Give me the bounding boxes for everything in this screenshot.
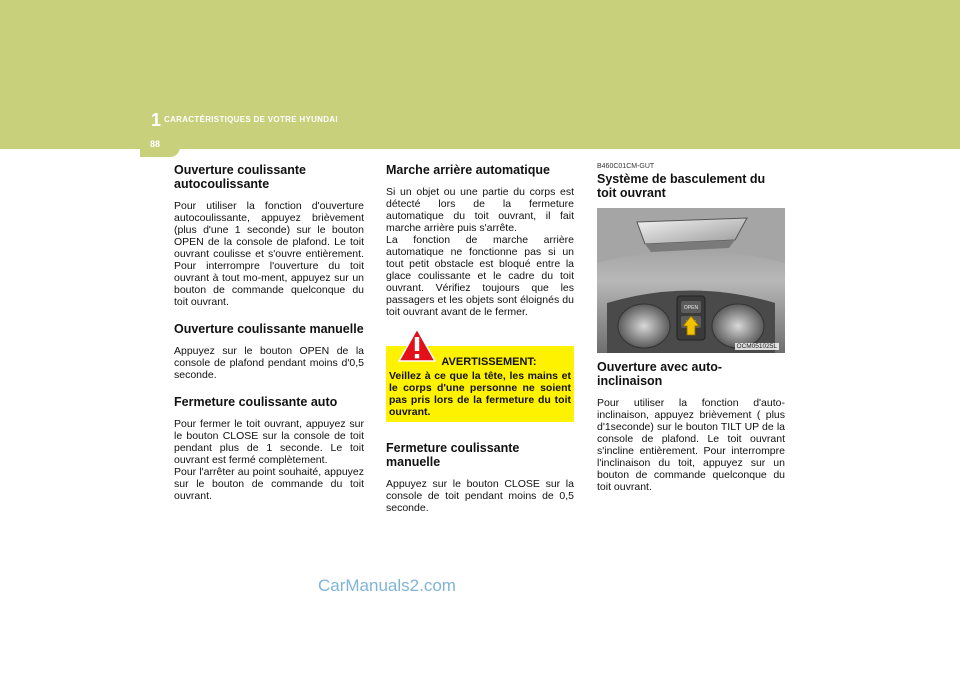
- section-auto-slide-close: [174, 395, 364, 502]
- warning-triangle-icon: [398, 328, 436, 362]
- page-number: 88: [150, 139, 161, 149]
- section-title: Système de basculement du toit ouvrant: [597, 172, 766, 200]
- section-body: Pour utiliser la fonction d'auto-inclinaison, appuyez brièvement ( plus d'1seconde) sur le bouton TILT UP de la console de plafond. Le toit ouvrant s'incline entièrement. Pour interrompre l'inclinaison du toit, appuyez sur un bouton de commande quelconque du toit ouvrant.: [597, 397, 785, 493]
- chapter-title: CARACTÉRISTIQUES DE VOTRE HYUNDAI: [164, 115, 338, 124]
- sunroof-console-photo: [597, 208, 785, 353]
- section-auto-reverse: [386, 163, 574, 318]
- section-title: Fermeture coulissante auto: [174, 395, 338, 409]
- section-body: Pour utiliser la fonction d'ouverture autocoulissante, appuyez brièvement (plus d'une 1 seconde) sur le bouton OPEN de la console de plafond. Le toit ouvrant coulisse et s'ouvre entièrement. Pour interrompre l'ouverture du toit ouvrant à tout mo-ment, appuyez sur un bouton de commande quelconque du toit ouvrant.: [174, 200, 364, 308]
- section-auto-slide-open: [174, 163, 364, 308]
- warning-block: [386, 346, 574, 422]
- section-title: Marche arrière automatique: [386, 163, 550, 177]
- section-title: Ouverture coulissante autocoulissante: [174, 163, 306, 191]
- warning-body: Veillez à ce que la tête, les mains et le corps d'une personne ne soient pas pris lors de la fermeture du toit ouvrant.: [389, 370, 571, 418]
- section-body: Pour l'arrêter au point souhaité, appuyez sur le bouton de commande du toit ouvrant.: [174, 466, 364, 502]
- sunroof-console-illustration: [597, 208, 785, 353]
- section-title: Ouverture avec auto-inclinaison: [597, 360, 723, 388]
- section-title: Fermeture coulissante manuelle: [386, 441, 520, 469]
- photo-code: OCM051025L: [736, 343, 777, 350]
- column-right: [597, 163, 785, 493]
- chapter-number: 1: [151, 110, 162, 130]
- section-title: Ouverture coulissante manuelle: [174, 322, 364, 336]
- warning-title: AVERTISSEMENT:: [441, 356, 537, 368]
- photo-open-label: OPEN: [683, 305, 699, 311]
- section-manual-slide-close: [386, 441, 574, 514]
- header-band: [0, 0, 960, 149]
- column-left: [174, 163, 364, 516]
- reference-code: B460C01CM-GUT: [597, 163, 655, 170]
- section-auto-tilt: [597, 360, 785, 493]
- section-body: Appuyez sur le bouton OPEN de la console de plafond pendant moins d'0,5 seconde.: [174, 345, 364, 381]
- section-manual-slide-open: [174, 322, 364, 381]
- section-body: Appuyez sur le bouton CLOSE sur la console de toit pendant moins de 0,5 seconde.: [386, 478, 574, 514]
- column-middle: [386, 163, 574, 514]
- watermark-link[interactable]: CarManuals2.com: [318, 576, 456, 595]
- section-body: Si un objet ou une partie du corps est détecté lors de la fermeture automatique du toit ouvrant, il fait marche arrière puis s'arrête.: [386, 186, 574, 234]
- section-body: La fonction de marche arrière automatique ne fonctionne pas si un tout petit obstacle est bloqué entre la glace coulissante et le cadre du toit ouvrant. Vérifiez toujours que les passagers et les objets sont éloignés du toit ouvrant avant de le fermer.: [386, 234, 574, 318]
- section-body: Pour fermer le toit ouvrant, appuyez sur le bouton CLOSE sur la console de toit pendant plus de 1 seconde. Le toit ouvrant est fermé complètement.: [174, 418, 364, 466]
